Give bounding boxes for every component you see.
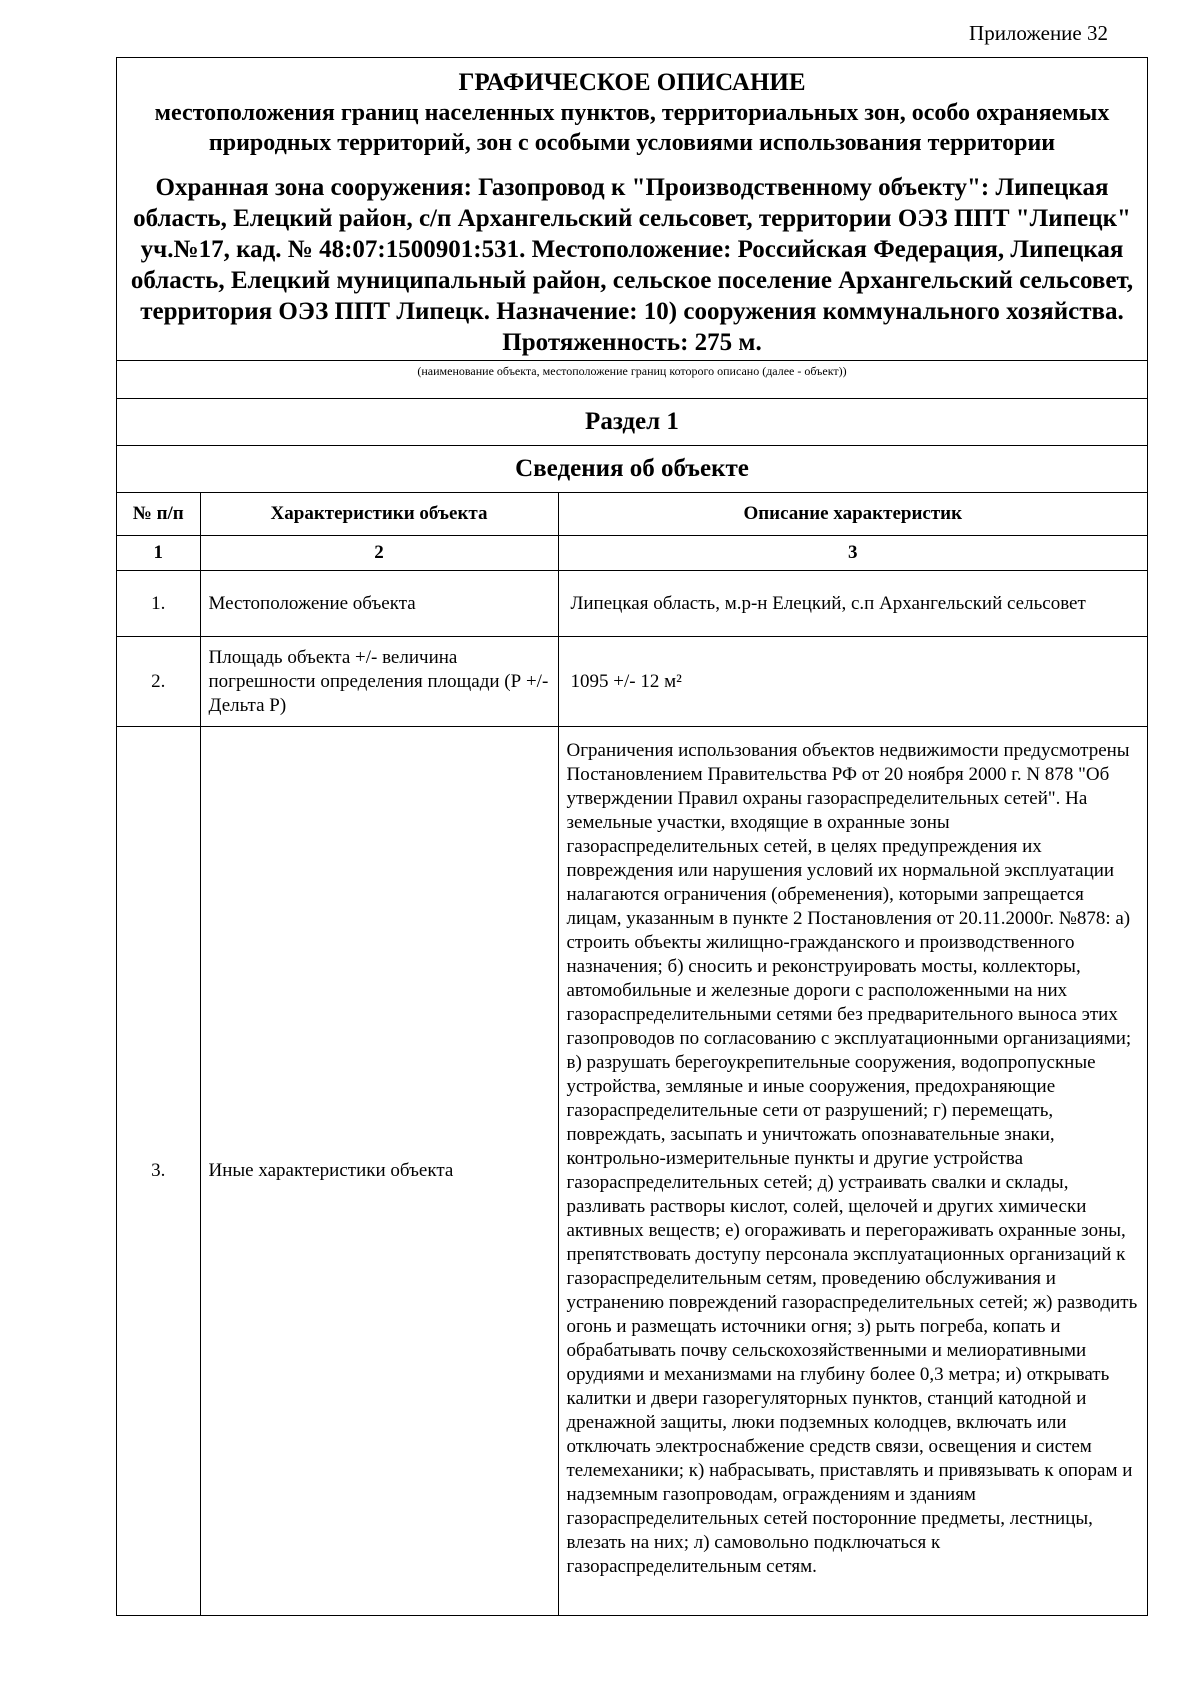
row-characteristic: Площадь объекта +/- величина погрешности определения площади (Р +/- Дельта Р) bbox=[200, 637, 558, 727]
row-description: Липецкая область, м.р-н Елецкий, с.п Архангельский сельсовет bbox=[558, 571, 1147, 637]
row-description: 1095 +/- 12 м² bbox=[558, 637, 1147, 727]
table-row bbox=[117, 637, 1147, 727]
column-header-characteristic: Характеристики объекта bbox=[200, 493, 558, 536]
document-header bbox=[117, 58, 1147, 360]
characteristics-table bbox=[117, 492, 1147, 1615]
column-header-number: № п/п bbox=[117, 493, 200, 536]
row-description: Ограничения использования объектов недвижимости предусмотрены Постановлением Правительства РФ от 20 ноября 2000 г. N 878 "Об утверждении Правил охраны газораспределительных сетей". На земельные участки, входящие в охранные зоны газораспределительных сетей, в целях предупреждения их повреждения или нарушения условий их нормальной эксплуатации налагаются ограничения (обременения), которыми запрещается лицам, указанным в пункте 2 Постановления от 20.11.2000г. №878: а) строить объекты жилищно-гражданского и производственного назначения; б) сносить и реконструировать мосты, коллекторы, автомобильные и железные дороги с расположенными на них газораспределительными сетями без предварительного выноса этих газопроводов по согласованию с эксплуатационными организациями; в) разрушать берегоукрепительные сооружения, водопропускные устройства, земляные и иные сооружения, предохраняющие газораспределительные сети от разрушений; г) перемещать, повреждать, засыпать и уничтожать опознавательные знаки, контрольно-измерительные пункты и другие устройства газораспределительных сетей; д) устраивать свалки и склады, разливать растворы кислот, солей, щелочей и других химически активных веществ; е) огораживать и перегораживать охранные зоны, препятствовать доступу персонала эксплуатационных организаций к газораспределительным сетям, проведению обслуживания и устранению повреждений газораспределительных сетей; ж) разводить огонь и размещать источники огня; з) рыть погреба, копать и обрабатывать почву сельскохозяйственными и мелиоративными орудиями и механизмами на глубину более 0,3 метра; и) открывать калитки и двери газорегуляторных пунктов, станций катодной и дренажной защиты, люки подземных колодцев, включать или отключать электроснабжение средств связи, освещения и систем телемеханики; к) набрасывать, приставлять и привязывать к опорам и надземным газопроводам, ограждениям и зданиям газораспределительных сетей посторонние предметы, лестницы, влезать на них; л) самовольно подключаться к газораспределительным сетям. bbox=[558, 727, 1147, 1616]
table-row bbox=[117, 571, 1147, 637]
appendix-label: Приложение 32 bbox=[969, 21, 1108, 45]
table-header-row bbox=[117, 493, 1147, 536]
column-header-description: Описание характеристик bbox=[558, 493, 1147, 536]
object-name: Охранная зона сооружения: Газопровод к "Производственному объекту": Липецкая область, Елецкий район, с/п Архангельский сельсовет, территории ОЭЗ ППТ "Липецк" уч.№17, кад. № 48:07:1500901:531. Местоположение: Российская Федерация, Липецкая область, Елецкий муниципальный район, сельское поселение Архангельский сельсовет, территория ОЭЗ ППТ Липецк. Назначение: 10) сооружения коммунального хозяйства. Протяженность: 275 м. bbox=[130, 174, 1134, 356]
section-subtitle: Сведения об объекте bbox=[117, 445, 1147, 492]
document-subtitle: местоположения границ населенных пунктов, территориальных зон, особо охраняемых природных территорий, зон с особыми условиями использования территории bbox=[154, 100, 1110, 156]
column-number: 3 bbox=[558, 536, 1147, 571]
object-name-caption: (наименование объекта, местоположение границ которого описано (далее - объект)) bbox=[117, 360, 1147, 398]
document-frame bbox=[116, 57, 1148, 1616]
table-row bbox=[117, 727, 1147, 1616]
column-number: 2 bbox=[200, 536, 558, 571]
column-number-row bbox=[117, 536, 1147, 571]
row-number: 1. bbox=[117, 571, 200, 637]
row-number: 3. bbox=[117, 727, 200, 1616]
document-title: ГРАФИЧЕСКОЕ ОПИСАНИЕ bbox=[458, 69, 806, 96]
row-characteristic: Местоположение объекта bbox=[200, 571, 558, 637]
section-title: Раздел 1 bbox=[117, 398, 1147, 445]
column-number: 1 bbox=[117, 536, 200, 571]
row-number: 2. bbox=[117, 637, 200, 727]
row-characteristic: Иные характеристики объекта bbox=[200, 727, 558, 1616]
